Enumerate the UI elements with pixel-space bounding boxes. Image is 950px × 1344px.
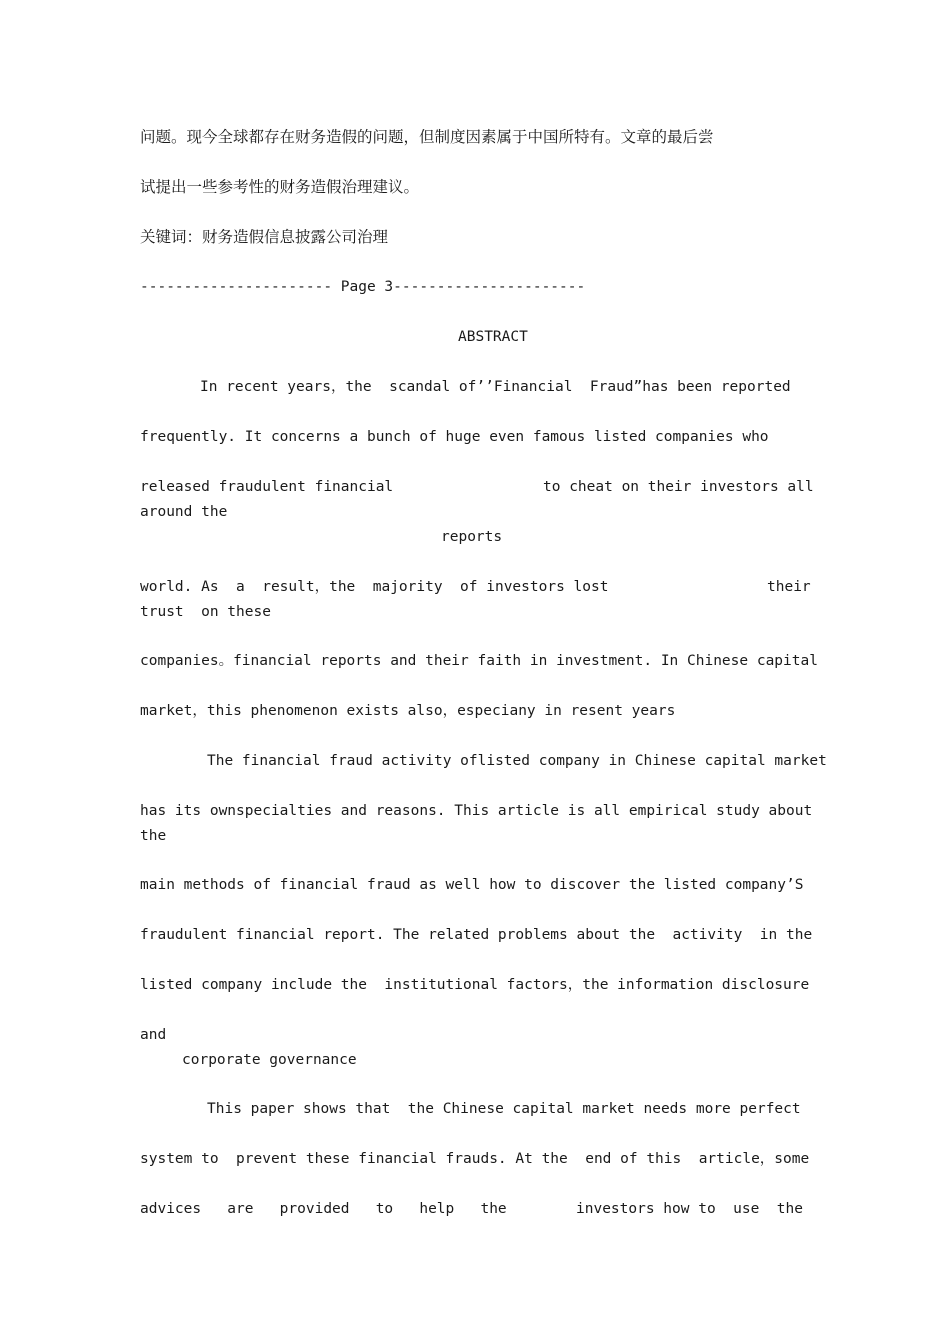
abstract-line: advices are provided to help the <box>140 1201 507 1217</box>
abstract-line: market，this phenomenon exists also，especiany in resent years <box>140 703 676 719</box>
abstract-line: has its ownspecialties and reasons. This article is all empirical study about <box>140 803 813 819</box>
abstract-line: companies。financial reports and their faith in investment. In Chinese capital <box>140 653 818 669</box>
abstract-line: and <box>140 1027 167 1043</box>
abstract-line: fraudulent financial report. The related problems about the activity in the <box>140 927 813 943</box>
abstract-line: released fraudulent financial <box>140 479 394 495</box>
chinese-text-line: 试提出一些参考性的财务造假治理建议。 <box>140 178 420 196</box>
abstract-line: listed company include the institutional factors，the information disclosure <box>140 977 810 993</box>
abstract-line: their <box>767 579 811 595</box>
abstract-line: corporate governance <box>182 1052 357 1068</box>
abstract-line: main methods of financial fraud as well how to discover the listed company’S <box>140 877 804 893</box>
chinese-text-line: 问题。现今全球都存在财务造假的问题，但制度因素属于中国所特有。文章的最后尝 <box>140 128 714 146</box>
abstract-line: frequently. It concerns a bunch of huge even famous listed companies who <box>140 429 769 445</box>
abstract-line: around the <box>140 504 228 520</box>
abstract-line: trust on these <box>140 604 271 620</box>
abstract-line: In recent years，the scandal of’’Financial Fraud”has been reported <box>200 379 791 395</box>
abstract-line: to cheat on their investors all <box>543 479 814 495</box>
abstract-title: ABSTRACT <box>458 329 528 345</box>
abstract-line: the <box>140 828 167 844</box>
abstract-line: world. As a result，the majority of investors lost <box>140 579 609 595</box>
abstract-line: The financial fraud activity oflisted company in Chinese capital market <box>207 753 827 769</box>
page-marker: ---------------------- Page 3---------------------- <box>140 279 586 295</box>
abstract-line: reports <box>441 529 503 545</box>
abstract-line: investors how to use the <box>576 1201 803 1217</box>
keywords-line: 关键词：财务造假信息披露公司治理 <box>140 228 389 246</box>
abstract-line: This paper shows that the Chinese capital market needs more perfect <box>207 1101 801 1117</box>
abstract-line: system to prevent these financial frauds. At the end of this article，some <box>140 1151 810 1167</box>
